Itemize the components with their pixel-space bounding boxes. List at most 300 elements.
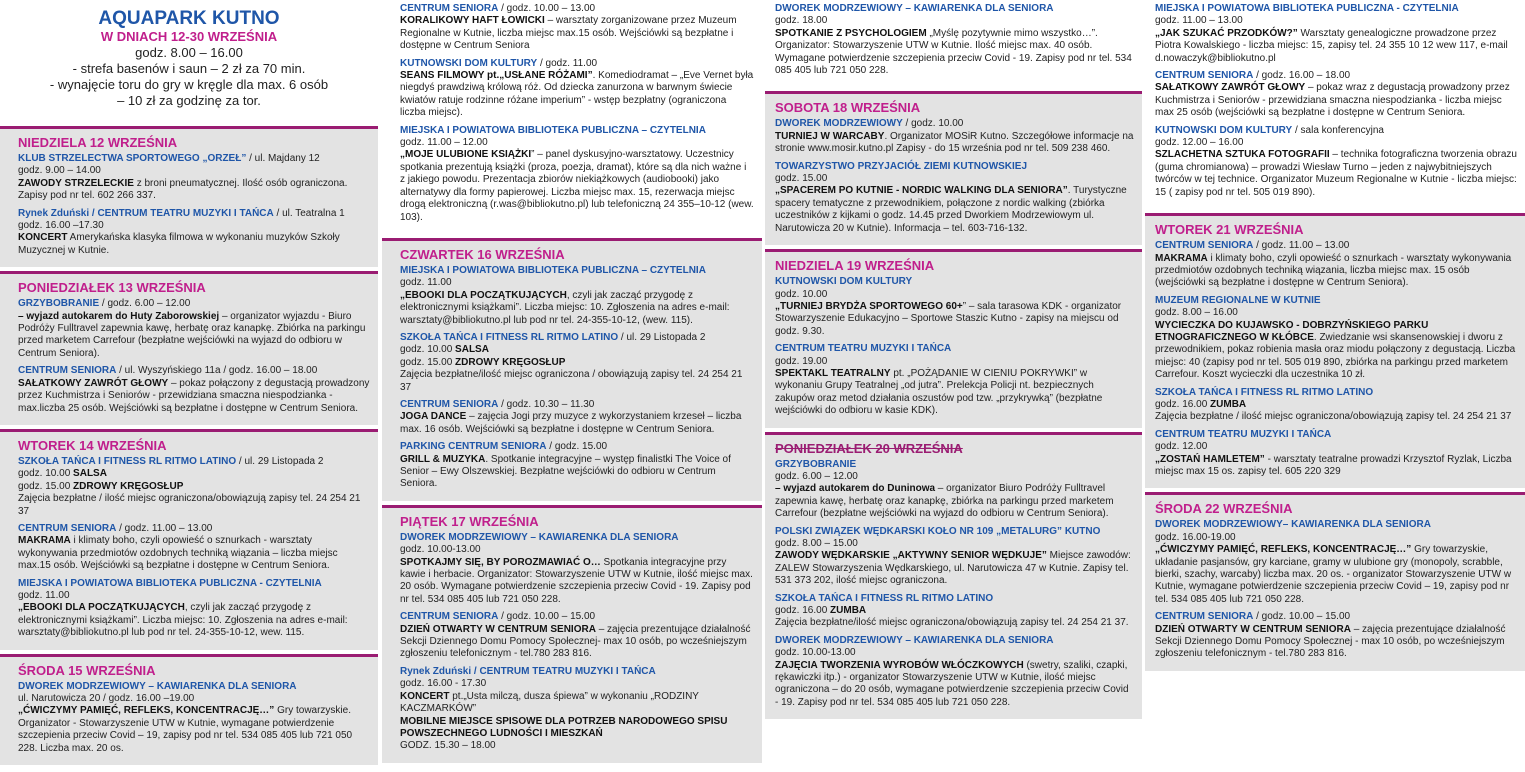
event-description — [775, 28, 1134, 78]
event-time: godz. 11.00 – 12.00 — [400, 137, 488, 149]
organizer-detail: / ul. Majdany 12 — [246, 153, 320, 164]
extra-text: GODZ. 15.30 – 18.00 — [400, 740, 496, 752]
event-description — [400, 15, 754, 52]
event-organizer — [18, 456, 370, 468]
event-item — [775, 118, 1134, 155]
event-time: godz. 9.00 – 14.00 — [18, 165, 101, 177]
event-title: SAŁATKOWY ZAWRÓT GŁOWY — [18, 377, 169, 389]
organizer-detail: / godz. 6.00 – 12.00 — [99, 298, 191, 310]
organizer-name: CENTRUM TEATRU MUZYKI I TAŃCA — [1155, 428, 1332, 440]
organizer-detail: / godz. 11.00 – 13.00 — [116, 522, 213, 534]
organizer-detail: / godz. 10.00 — [902, 118, 964, 130]
event-title: MAKRAMA — [1155, 252, 1208, 264]
event-item — [775, 276, 1134, 338]
aquapark-line: godz. 8.00 – 16.00 — [135, 45, 243, 60]
event-text: (swetry, szaliki, czapki, rękawiczki itp.) - organizator Stowarzyszenie UTW w Kutnie, ilość miejsc ograniczona – do 20 osób, wymagane potwierdzenie szczepienia przeciw Covid - 19. Zapisy pod nr tel. 534 085 405 lub 721 050 228. — [775, 659, 1129, 708]
organizer-name: KLUB STRZELECTWA SPORTOWEGO „ORZEŁ” — [18, 153, 247, 164]
day-section — [765, 0, 1142, 87]
event-description — [18, 535, 370, 572]
event-title: – wyjazd autokarem do Huty Zaborowskiej — [18, 310, 220, 322]
organizer-detail: / sala konferencyjna — [1292, 124, 1384, 136]
event-item — [1155, 611, 1517, 661]
event-description — [400, 624, 754, 661]
event-description — [18, 232, 370, 257]
organizer-detail: / godz. 10.30 – 11.30 — [498, 398, 595, 410]
extra-text: godz. 16.00 — [1155, 398, 1211, 410]
event-organizer — [400, 3, 754, 15]
day-section — [765, 91, 1142, 245]
organizer-detail: / godz. 11.00 — [537, 57, 598, 69]
event-text: pt. „POŻĄDANIE W CIENIU POKRYWKI” w wykonaniu Grupy Teatralnej „od jutra”. Prelekcja Policji nt. bezpiecznych zakupów oraz metod działania oszustów pod tzw. „przykrywką” (bezpłatne wejściówki do odbioru w kasie KDK). — [775, 367, 1103, 417]
event-organizer — [1155, 519, 1517, 531]
organizer-name: DWOREK MODRZEWIOWY — [775, 118, 903, 130]
event-item — [400, 441, 754, 491]
event-description — [775, 185, 1134, 235]
event-item — [1155, 3, 1517, 65]
event-title: DZIEŃ OTWARTY W CENTRUM SENIORA — [1155, 623, 1351, 635]
extra-title: ZUMBA — [830, 605, 867, 617]
event-description — [400, 290, 754, 327]
event-text: Gry towarzyskie, układanie pasjansów, gry karciane, gramy w ulubione gry (monopoly, scrabble, bierki, szachy, warcaby) liczba max. 20 os. - organizator Stowarzyszenie UTW w Kutnie, wymagane potwierdzenie szczepienia przeciw Covid – 19, zapisy pod nr tel. 534 085 405 lub 721 050 228. — [1155, 544, 1512, 605]
event-item — [1155, 387, 1517, 424]
event-text: – organizator wyjazdu - Biuro Podróży Fulltravel zapewnia kawę, herbatę oraz kanapkę. Zbiórka na parkingu przed marketem Carrefour (bezpłatne wejściówki na wyjazd do odbioru w Centrum Seniora). — [18, 310, 366, 359]
event-title: WYCIECZKA DO KUJAWSKO - DOBRZYŃSKIEGO PARKU ETNOGRAFICZNEGO W KŁÓBCE — [1155, 319, 1429, 343]
event-description — [400, 70, 754, 120]
organizer-detail: / godz. 11.00 – 13.00 — [1253, 240, 1350, 252]
event-organizer — [400, 399, 754, 411]
event-extra-line — [775, 617, 1134, 629]
event-text: - warsztaty teatralne prowadzi Krzysztof Ryzlak, Liczba miejsc max 15 os. zapisy tel. 605 220 329 — [1155, 453, 1512, 477]
event-extra-line — [400, 344, 754, 356]
day-heading: CZWARTEK 16 WRZEŚNIA — [400, 246, 565, 262]
day-heading: ŚRODA 15 WRZEŚNIA — [18, 662, 156, 678]
event-item — [775, 3, 1134, 77]
event-text: – pokaz połączony z degustacją prowadzony przez Kuchmistrza i Seniorów - przewidziana smaczna niespodzianka - max.liczba 25 osób. Wejściówki są bezpłatne i dostępne w Centrum Seniora. — [18, 377, 370, 414]
event-title: ZAWODY WĘDKARSKIE „AKTYWNY SENIOR WĘDKUJE” — [775, 550, 1047, 562]
event-description — [1155, 454, 1517, 479]
event-title: „ĆWICZYMY PAMIĘĆ, REFLEKS, KONCENTRACJĘ…” — [18, 705, 275, 717]
event-time: godz. 15.00 — [775, 173, 828, 185]
event-organizer — [18, 208, 370, 220]
day-heading: PIĄTEK 17 WRZEŚNIA — [400, 513, 539, 529]
organizer-name: PARKING CENTRUM SENIORA — [400, 441, 547, 453]
organizer-name: DWOREK MODRZEWIOWY – KAWIARENKA DLA SENIORA — [775, 634, 1054, 646]
event-text: Miejsce zawodów: ZALEW Stowarzyszenia Wędkarskiego, ul. Narutowicza 47 w Kutnie. Zapisy tel. 531 373 202, ilość miejsc ograniczona. — [775, 550, 1131, 587]
aquapark-box — [0, 0, 378, 126]
organizer-name: SZKOŁA TAŃCA I FITNESS RL RITMO LATINO — [775, 592, 994, 604]
event-time: godz. 16.00 –17.30 — [18, 220, 104, 232]
event-item — [18, 578, 370, 640]
day-section — [765, 432, 1142, 720]
organizer-name: KUTNOWSKI DOM KULTURY — [1155, 124, 1293, 136]
event-item — [18, 523, 370, 573]
organizer-name: DWOREK MODRZEWIOWY – KAWIARENKA DLA SENIORA — [775, 3, 1054, 14]
event-organizer — [18, 298, 370, 310]
event-organizer — [400, 532, 754, 544]
event-extra-line — [400, 369, 754, 394]
event-organizer — [1155, 387, 1517, 399]
day-heading: WTOREK 21 WRZEŚNIA — [1155, 222, 1304, 238]
event-title: – wyjazd autokarem do Duninowa — [775, 483, 936, 495]
event-organizer — [18, 523, 370, 535]
day-heading: PONIEDZIAŁEK 20 WRZEŚNIA — [775, 440, 963, 456]
event-title: „EBOOKI DLA POCZĄTKUJĄCYCH — [18, 602, 185, 614]
event-item — [18, 208, 370, 258]
organizer-detail: / godz. 10.00 – 13.00 — [498, 3, 596, 14]
event-title: KONCERT — [18, 232, 68, 244]
organizer-name: GRZYBOBRANIE — [18, 298, 100, 310]
event-text: pt.„Usta milczą, dusza śpiewa” w wykonaniu „RODZINY KACZMARKÓW” — [400, 690, 699, 715]
aquapark-line: – 10 zł za godzinę za tor. — [117, 93, 261, 108]
event-title: „EBOOKI DLA POCZĄTKUJĄCYCH — [400, 289, 567, 301]
event-organizer — [775, 276, 1134, 288]
extra-text: Zajęcia bezpłatne/ilość miejsc ograniczona / obowiązują zapisy tel. 24 254 21 37 — [400, 369, 743, 393]
column-2 — [382, 0, 762, 772]
event-description — [400, 557, 754, 607]
extra-title: ZDROWY KRĘGOSŁUP — [455, 356, 566, 368]
event-text: – technika fotograficzna tworzenia obrazu (guma chromianowa) – prowadzi Wiesław Turno – jeden z najwybitniejszych twórców w tej technice. Organizator Muzeum Regionalne w Kutnie - liczba miejsc: 15 ( zapisy pod nr tel. 505 019 890). — [1155, 149, 1517, 198]
extra-text: Zajęcia bezpłatne / ilość miejsc ograniczona/obowiązują zapisy tel. 24 254 21 37 — [1155, 411, 1512, 423]
event-text: – zajęcia prezentujące działalność Sekcji Dziennego Domu Pomocy Społecznej - max 10 osób, po wcześniejszym zgłoszeniu telefonicznym - tel.780 283 816. — [1155, 623, 1506, 660]
event-time: godz. 18.00 — [775, 15, 828, 27]
day-heading: ŚRODA 22 WRZEŚNIA — [1155, 501, 1293, 517]
organizer-name: CENTRUM SENIORA — [1155, 70, 1254, 82]
event-organizer — [400, 611, 754, 623]
event-text: , czyli jak zacząć przygodę z elektronicznymi książkami”. Liczba miejsc: 10. Zgłoszenia na adres e-mail: warsztaty@bibliokutno.pl lub pod nr tel. 24-355-10-12, wew. 115. — [18, 602, 348, 639]
event-item — [1155, 240, 1517, 290]
organizer-name: CENTRUM SENIORA — [400, 3, 499, 14]
organizer-name: KUTNOWSKI DOM KULTURY — [775, 276, 913, 288]
event-description — [18, 705, 370, 755]
event-time: godz. 12.00 — [1155, 441, 1208, 453]
day-section — [0, 271, 378, 425]
event-text: . Komediodramat – „Eve Vernet była niegdyś prawdziwą królową róż. Od dziecka zanurzona w barwnym świecie kwiatów ratuje rodzinne różane imperium” - wstęp bezpłatny (ograniczona liczba miejsc). — [400, 70, 754, 119]
event-text: z broni pneumatycznej. Ilość osób ograniczona. Zapisy pod nr tel. 602 266 337. — [18, 177, 348, 202]
event-description — [400, 454, 754, 491]
event-text: „Myślę pozytywnie mimo wszystko…”. Organizator: Stowarzyszenie UTW w Kutnie. Ilość miejsc max. 40 osób. Wymagane potwierdzenie szczepienia przeciw Covid - 19. Zapisy pod nr tel. 534 085 405 lub 721 050 228. — [775, 27, 1132, 77]
event-description — [1155, 544, 1517, 606]
organizer-name: MIEJSKA I POWIATOWA BIBLIOTEKA PUBLICZNA – CZYTELNIA — [400, 124, 706, 136]
event-organizer — [1155, 429, 1517, 441]
day-section — [382, 238, 762, 501]
event-title: SPOTKAJMY SIĘ, BY POROZMAWIAĆ O… — [400, 556, 601, 568]
event-item — [400, 666, 754, 753]
event-item — [18, 365, 370, 415]
event-title: SZLACHETNA SZTUKA FOTOGRAFII — [1155, 149, 1330, 161]
event-organizer — [400, 58, 754, 70]
event-organizer — [400, 666, 754, 678]
event-organizer — [400, 441, 754, 453]
event-item — [775, 526, 1134, 588]
event-organizer — [1155, 125, 1517, 137]
event-time: godz. 11.00 — [18, 589, 70, 601]
organizer-name: CENTRUM SENIORA — [18, 365, 117, 377]
event-title: SPOTKANIE Z PSYCHOLOGIEM — [775, 27, 927, 39]
event-time: godz. 10.00-13.00 — [400, 544, 481, 556]
event-text: – zajęcia Jogi przy muzyce z wykorzystaniem krzeseł – liczba max. 16 osób. Wejściówki są bezpłatne i dostępne w Centrum Seniora. — [400, 411, 742, 435]
event-description — [1155, 253, 1517, 290]
event-organizer — [18, 681, 370, 693]
event-organizer — [775, 161, 1134, 173]
event-title: KORALIKOWY HAFT ŁOWICKI — [400, 15, 545, 27]
event-item — [400, 125, 754, 224]
extra-text: godz. 15.00 — [400, 356, 456, 368]
organizer-name: TOWARZYSTWO PRZYJACIÓŁ ZIEMI KUTNOWSKIEJ — [775, 160, 1028, 172]
event-text: Warsztaty genealogiczne prowadzone przez Piotra Kowalskiego - liczba miejsc: 15, zapisy tel. 24 355 10 12 wew 117, e-mail d.nowaczyk@bibliokutno.pl — [1155, 27, 1508, 64]
event-item — [1155, 429, 1517, 479]
day-section — [1145, 0, 1525, 209]
day-heading: NIEDZIELA 12 WRZEŚNIA — [18, 135, 178, 150]
event-description — [18, 178, 370, 203]
event-organizer — [400, 125, 754, 137]
day-heading: WTOREK 14 WRZEŚNIA — [18, 437, 167, 453]
event-organizer — [18, 365, 370, 377]
event-item — [775, 459, 1134, 521]
event-title: „SPACEREM PO KUTNIE - NORDIC WALKING DLA SENIORA” — [775, 185, 1068, 197]
extra-text: Zajęcia bezpłatne / ilość miejsc ograniczona/obowiązują zapisy tel. 24 254 21 37 — [18, 493, 361, 517]
organizer-name: CENTRUM TEATRU MUZYKI I TAŃCA — [775, 343, 952, 355]
organizer-name: DWOREK MODRZEWIOWY – KAWIARENKA DLA SENIORA — [400, 531, 679, 543]
organizer-detail: / ul. Teatralna 1 — [273, 207, 345, 219]
event-title: SPEKTAKL TEATRALNY — [775, 367, 891, 379]
event-time: godz. 11.00 — [400, 277, 452, 289]
organizer-name: SZKOŁA TAŃCA I FITNESS RL RITMO LATINO — [18, 455, 237, 467]
event-description — [1155, 82, 1517, 119]
event-description — [18, 602, 370, 639]
organizer-detail: / godz. 10.00 – 15.00 — [1253, 611, 1351, 623]
extra-title: MOBILNE MIEJSCE SPISOWE DLA POTRZEB NARODOWEGO SPISU POWSZECHNEGO LUDNOŚCI I MIESZKAŃ — [400, 715, 728, 739]
event-item — [400, 58, 754, 120]
event-extra-line — [1155, 411, 1517, 423]
event-text: ” – sala tarasowa KDK - organizator Stowarzyszenie Edukacyjno – Sportowe Staszic Kutno - zapisy na miejscu od godz. 9.30. — [775, 300, 1122, 337]
extra-text: godz. 15.00 — [18, 480, 74, 492]
column-4 — [1145, 0, 1525, 772]
event-time: godz. 10.00 — [775, 288, 828, 300]
event-time: godz. 8.00 – 16.00 — [1155, 307, 1238, 319]
event-organizer — [775, 343, 1134, 355]
aquapark-line: - strefa basenów i saun – 2 zł za 70 min. — [72, 61, 306, 76]
day-section — [1145, 213, 1525, 488]
organizer-detail: / ul. Wyszyńskiego 11a / godz. 16.00 – 18.00 — [116, 365, 318, 377]
event-extra-line — [18, 468, 370, 480]
event-time: godz. 6.00 – 12.00 — [775, 470, 858, 482]
organizer-name: CENTRUM SENIORA — [400, 611, 499, 623]
event-organizer — [775, 526, 1134, 538]
event-title: JOGA DANCE — [400, 411, 467, 423]
event-text: . Organizator MOSiR Kutno. Szczegółowe informacje na stronie www.mosir.kutno.pl Zapisy - do 15 września pod nr tel. 509 238 460. — [775, 130, 1134, 155]
event-text: Amerykańska klasyka filmowa w wykonaniu muzyków Szkoły Muzycznej w Kutnie. — [18, 232, 340, 256]
organizer-name: MUZEUM REGIONALNE W KUTNIE — [1155, 294, 1321, 306]
event-item — [400, 3, 754, 53]
event-description — [775, 550, 1134, 587]
organizer-name: MIEJSKA I POWIATOWA BIBLIOTEKA PUBLICZNA - CZYTELNIA — [18, 577, 322, 589]
event-description — [1155, 320, 1517, 382]
organizer-detail: / godz. 16.00 – 18.00 — [1253, 70, 1351, 82]
column-3 — [765, 0, 1142, 772]
event-organizer — [775, 118, 1134, 130]
aquapark-dates: W DNIACH 12-30 WRZEŚNIA — [100, 29, 278, 44]
event-organizer — [1155, 611, 1517, 623]
event-title: SEANS FILMOWY pt.„USŁANE RÓŻAMI” — [400, 70, 593, 82]
event-extra-line — [18, 481, 370, 493]
event-text: . Spotkanie integracyjne – występ finalistki The Voice of Senior – Ewy Olszewskiej. Bezpłatne wejściówki do odbioru w Centrum Seniora. — [400, 453, 731, 490]
event-item — [400, 532, 754, 606]
event-item — [18, 298, 370, 360]
organizer-name: DWOREK MODRZEWIOWY– KAWIARENKA DLA SENIORA — [1155, 519, 1431, 531]
event-item — [775, 635, 1134, 709]
event-description — [400, 691, 754, 716]
event-description — [775, 131, 1134, 156]
event-organizer — [775, 593, 1134, 605]
day-section — [1145, 492, 1525, 670]
day-heading: PONIEDZIAŁEK 13 WRZEŚNIA — [18, 280, 206, 296]
organizer-name: CENTRUM SENIORA — [400, 398, 499, 410]
organizer-name: CENTRUM SENIORA — [1155, 611, 1254, 623]
event-text: i klimaty boho, czyli opowieść o sznurkach - warsztaty wykonywania przedmiotów ozdobnych techniką wiązania, liczba miejsc max. 15 osób (wejściówki są bezpłatne i dostępne w Centrum Seniora). — [1155, 252, 1512, 289]
organizer-name: CENTRUM SENIORA — [1155, 240, 1254, 252]
event-description — [775, 660, 1134, 710]
event-description — [775, 301, 1134, 338]
event-title: „ĆWICZYMY PAMIĘĆ, REFLEKS, KONCENTRACJĘ…” — [1155, 544, 1412, 556]
organizer-name: DWOREK MODRZEWIOWY – KAWIARENKA DLA SENIORA — [18, 680, 297, 692]
event-description — [18, 378, 370, 415]
event-title: „MOJE ULUBIONE KSIĄŻKI — [400, 149, 532, 161]
organizer-name: MIEJSKA I POWIATOWA BIBLIOTEKA PUBLICZNA - CZYTELNIA — [1155, 3, 1459, 14]
event-title: ZAWODY STRZELECKIE — [18, 177, 134, 189]
organizer-name: Rynek Zduński / CENTRUM TEATRU MUZYKI I TAŃCA — [400, 665, 656, 677]
event-item — [775, 593, 1134, 630]
day-section — [382, 0, 762, 234]
event-item — [18, 681, 370, 755]
extra-text: godz. 10.00 — [18, 468, 74, 480]
event-description — [18, 311, 370, 361]
event-title: KONCERT — [400, 690, 450, 702]
event-extra-line — [18, 493, 370, 518]
organizer-name: KUTNOWSKI DOM KULTURY — [400, 57, 538, 69]
event-description — [1155, 624, 1517, 661]
event-item — [18, 153, 370, 203]
event-title: GRILL & MUZYKA — [400, 453, 486, 465]
column-1 — [0, 0, 378, 772]
event-description — [1155, 28, 1517, 65]
organizer-name: SZKOŁA TAŃCA I FITNESS RL RITMO LATINO — [400, 331, 619, 343]
event-organizer — [1155, 295, 1517, 307]
event-text: Gry towarzyskie. Organizator - Stowarzyszenie UTW w Kutnie, wymagane potwierdzenie szczepienia przeciw Covid – 19, zapisy pod nr tel. 534 085 405 lub 721 050 228. Liczba max. 20 os. — [18, 705, 353, 754]
event-extra-line — [400, 357, 754, 369]
extra-title: SALSA — [455, 344, 489, 356]
event-time: godz. 11.00 – 13.00 — [1155, 15, 1243, 27]
event-text: Spotkania integracyjne przy kawie i herbacie. Organizator: Stowarzyszenie UTW w Kutnie, ilość miejsc max. 20 osób. Wymagane potwierdzenie szczepienia przeciw Covid - 19. Zapisy pod nr tel. 534 085 405 lub 721 050 228. — [400, 556, 753, 605]
event-organizer — [400, 265, 754, 277]
extra-text: Zajęcia bezpłatne/ilość miejsc ograniczona/obowiązują zapisy tel. 24 254 21 37. — [775, 617, 1129, 629]
event-organizer — [1155, 3, 1517, 15]
event-time: godz. 12.00 – 16.00 — [1155, 137, 1244, 149]
event-title: DZIEŃ OTWARTY W CENTRUM SENIORA — [400, 623, 596, 635]
day-section — [0, 126, 378, 267]
day-section — [0, 429, 378, 650]
organizer-name: MIEJSKA I POWIATOWA BIBLIOTEKA PUBLICZNA – CZYTELNIA — [400, 264, 706, 276]
extra-title: ZDROWY KRĘGOSŁUP — [73, 480, 184, 492]
event-item — [400, 265, 754, 327]
event-time: godz. 16.00 - 17.30 — [400, 678, 487, 690]
event-item — [1155, 125, 1517, 199]
event-title: ZAJĘCIA TWORZENIA WYROBÓW WŁÓCZKOWYCH — [775, 659, 1024, 671]
organizer-name: CENTRUM SENIORA — [18, 522, 117, 534]
event-text: i klimaty boho, czyli opowieść o sznurkach - warsztaty wykonywania przedmiotów ozdobnych techniką wiązania – liczba miejsc max.15 osób. Wejściówki są bezpłatne i dostępne w Centrum Seniora. — [18, 535, 338, 572]
event-description — [775, 483, 1134, 520]
event-item — [775, 343, 1134, 417]
extra-text: godz. 10.00 — [400, 344, 456, 356]
event-extra-line — [400, 740, 754, 752]
event-item — [400, 399, 754, 436]
event-item — [775, 161, 1134, 235]
day-section — [765, 249, 1142, 427]
extra-title: ZUMBA — [1210, 398, 1247, 410]
extra-title: SALSA — [73, 468, 107, 480]
event-title: SAŁATKOWY ZAWRÓT GŁOWY — [1155, 82, 1306, 94]
event-text: . Turystyczne spacery tematyczne z przewodnikiem, połączone z nordic walking (zbiórka uczestników z kijkami o godz. 14.45 przed Dworkiem Modrzewiowym ul. Narutowicza 20 w Kutnie). Informacja – tel. 603-716-132. — [775, 185, 1127, 234]
day-section — [0, 654, 378, 765]
day-heading: SOBOTA 18 WRZEŚNIA — [775, 100, 921, 116]
organizer-name: Rynek Zduński / CENTRUM TEATRU MUZYKI I TAŃCA — [18, 207, 274, 219]
event-time: godz. 8.00 – 15.00 — [775, 538, 858, 549]
day-heading: NIEDZIELA 19 WRZEŚNIA — [775, 258, 935, 274]
event-text: – organizator Biuro Podróży Fulltravel zapewnia kawę, herbatę oraz kanapkę, zbiórka na parkingu przed marketem Carrefour (bezpłatne wejściówki na wyjazd do odbioru w Centrum Seniora). — [775, 483, 1114, 520]
event-text: , czyli jak zacząć przygodę z elektronicznymi książkami”. Liczba miejsc: 10. Zgłoszenia na adres e-mail: warsztaty@bibliokutno.pl lub pod nr tel. 24-355-10-12, (wew. 115). — [400, 289, 730, 326]
event-title: TURNIEJ W WARCABY — [775, 130, 885, 142]
event-organizer — [18, 153, 370, 165]
event-organizer — [1155, 70, 1517, 82]
day-section — [382, 505, 762, 763]
event-text: – zajęcia prezentujące działalność Sekcji Dziennego Domu Pomocy Społecznej- max 10 osób, po wcześniejszym zgłoszeniu telefonicznym - tel.780 283 816. — [400, 623, 751, 660]
event-time: godz. 10.00-13.00 — [775, 647, 856, 659]
event-organizer — [775, 3, 1134, 15]
organizer-name: POLSKI ZWIĄZEK WĘDKARSKI KOŁO NR 109 „METALURG” KUTNO — [775, 525, 1101, 537]
event-text: ” – panel dyskusyjno-warsztatowy. Uczestnicy spotkania prezentują książki (proza, poezja, dramat), które są dla nich ważne i z jakiego powodu. Prezentacja zbiorów niekiążkowych (audiobooki) jako alternatywy dla formy papierowej. Liczba miejsc max. 15, rezerwacja miejsc drogą elektroniczną (r.was@bibliokutno.pl) lub telefoniczną 24 355–10-12 (wew. 103). — [400, 149, 754, 223]
event-extra-line — [1155, 399, 1517, 411]
event-item — [400, 611, 754, 661]
aquapark-title: AQUAPARK KUTNO — [98, 8, 280, 29]
event-title: „TURNIEJ BRYDŻA SPORTOWEGO 60+ — [775, 300, 963, 312]
organizer-detail: / godz. 10.00 – 15.00 — [498, 611, 596, 623]
event-description — [400, 411, 754, 436]
event-title: „JAK SZUKAĆ PRZODKÓW?” — [1155, 27, 1298, 39]
organizer-detail: / ul. 29 Listopada 2 — [236, 455, 324, 467]
organizer-name: SZKOŁA TAŃCA I FITNESS RL RITMO LATINO — [1155, 386, 1374, 398]
aquapark-line: - wynajęcie toru do gry w kręgle dla max. 6 osób — [49, 77, 329, 92]
event-description — [400, 149, 754, 223]
event-description — [775, 368, 1134, 418]
event-text: – warsztaty zorganizowane przez Muzeum Regionalne w Kutnie, liczba miejsc max.15 osób. Wejściówki są bezpłatne i dostępne w Centrum Seniora — [400, 15, 737, 52]
event-item — [1155, 70, 1517, 120]
event-organizer — [1155, 240, 1517, 252]
event-description — [1155, 149, 1517, 199]
event-organizer — [18, 578, 370, 590]
event-item — [1155, 519, 1517, 606]
event-extra-line — [775, 605, 1134, 617]
event-item — [1155, 295, 1517, 382]
organizer-detail: / godz. 15.00 — [546, 441, 608, 453]
event-text: . Zwiedzanie wsi skansenowskiej i dworu z przewodnikiem, pokaz robienia masła oraz miodu połączony z degustacją. Liczba miejsc: 40 (zapisy pod nr tel. 505 019 890, zbiórka na parkingu przed marketem Carrefour. Koszt wycieczki dla uczestnika 10 zł. — [1155, 331, 1516, 381]
event-time: godz. 19.00 — [775, 355, 828, 367]
organizer-name: GRZYBOBRANIE — [775, 458, 857, 470]
event-organizer — [400, 332, 754, 344]
event-time: ul. Narutowicza 20 / godz. 16.00 –19.00 — [18, 693, 195, 704]
event-item — [18, 456, 370, 518]
event-item — [400, 332, 754, 394]
event-title: MAKRAMA — [18, 535, 71, 547]
event-text: – pokaz wraz z degustacją prowadzony przez Kuchmistrza i Seniorów - przewidziana smaczna niespodzianka - liczba miejsc max 25 osób (wejściówki są bezpłatne i dostępne w Centrum Seniora. — [1155, 82, 1510, 119]
